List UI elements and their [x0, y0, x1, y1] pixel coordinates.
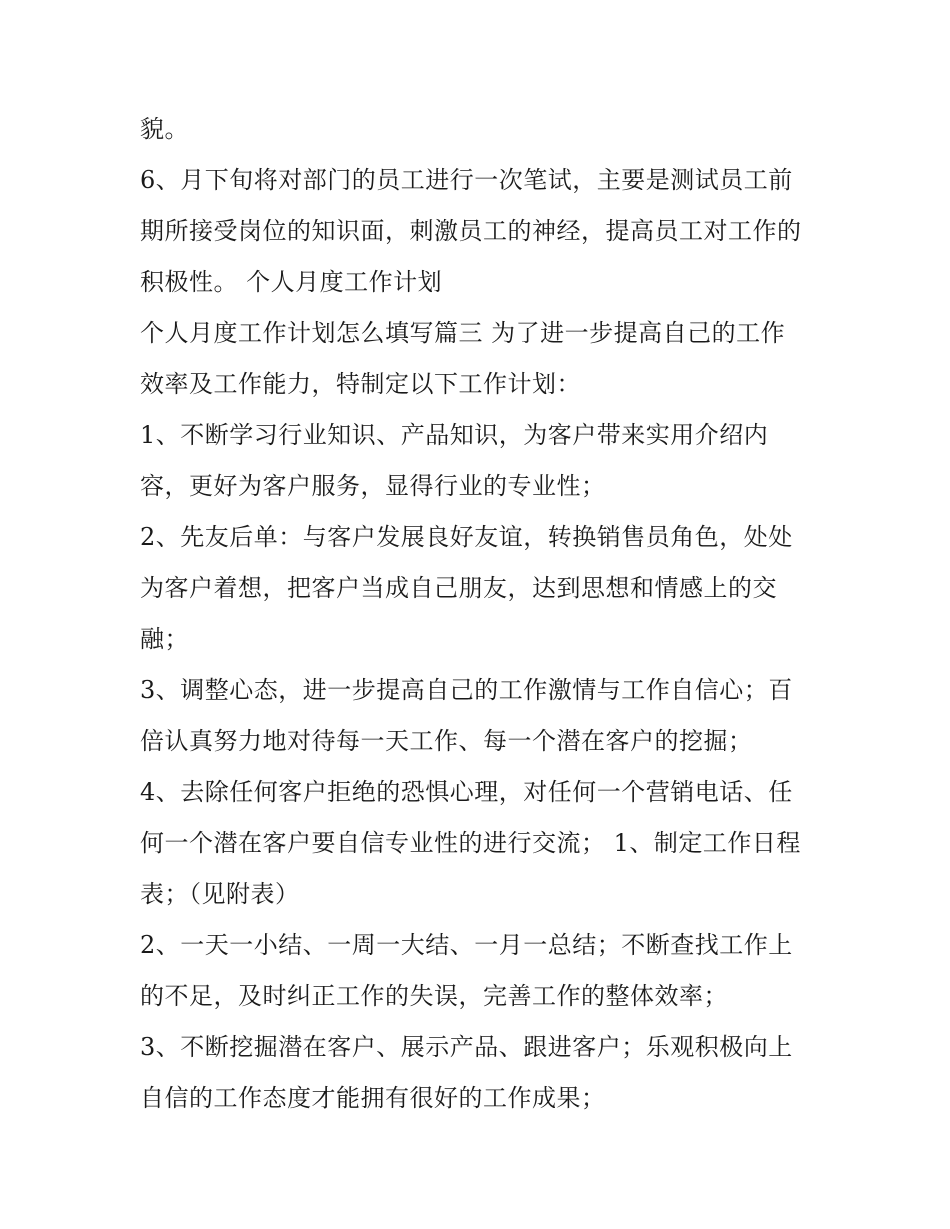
text-line: 积极性。 个人月度工作计划 [140, 268, 443, 296]
text-line: 1、不断学习行业知识、产品知识，为客户带来实用介绍内 [140, 421, 769, 449]
text-line: 效率及工作能力，特制定以下工作计划： [140, 370, 581, 398]
text-line: 2、一天一小结、一周一大结、一月一总结；不断查找工作上 [140, 931, 793, 959]
text-line: 2、先友后单：与客户发展良好友谊，转换销售员角色，处处 [140, 523, 793, 551]
text-line: 容，更好为客户服务，显得行业的专业性； [140, 472, 606, 500]
text-line: 为客户着想，把客户当成自己朋友，达到思想和情感上的交 [140, 574, 777, 602]
text-line: 6、月下旬将对部门的员工进行一次笔试，主要是测试员工前 [140, 166, 793, 194]
text-line: 自信的工作态度才能拥有很好的工作成果； [140, 1084, 606, 1112]
text-line: 3、调整心态，进一步提高自己的工作激情与工作自信心；百 [140, 676, 793, 704]
text-line: 期所接受岗位的知识面，刺激员工的神经，提高员工对工作的 [140, 217, 802, 245]
text-line: 4、去除任何客户拒绝的恐惧心理，对任何一个营销电话、任 [140, 778, 793, 806]
text-line: 倍认真努力地对待每一天工作、每一个潜在客户的挖掘； [140, 727, 753, 755]
text-line: 个人月度工作计划怎么填写篇三 为了进一步提高自己的工作 [140, 319, 786, 347]
text-line: 表；（见附表） [140, 880, 300, 908]
document-body [140, 104, 820, 1124]
text-line: 貌。 [140, 115, 189, 143]
text-line: 3、不断挖掘潜在客户、展示产品、跟进客户；乐观积极向上 [140, 1033, 793, 1061]
text-line: 的不足，及时纠正工作的失误，完善工作的整体效率； [140, 982, 728, 1010]
text-line: 融； [140, 625, 189, 653]
text-line: 何一个潜在客户要自信专业性的进行交流； 1、制定工作日程 [140, 829, 801, 857]
